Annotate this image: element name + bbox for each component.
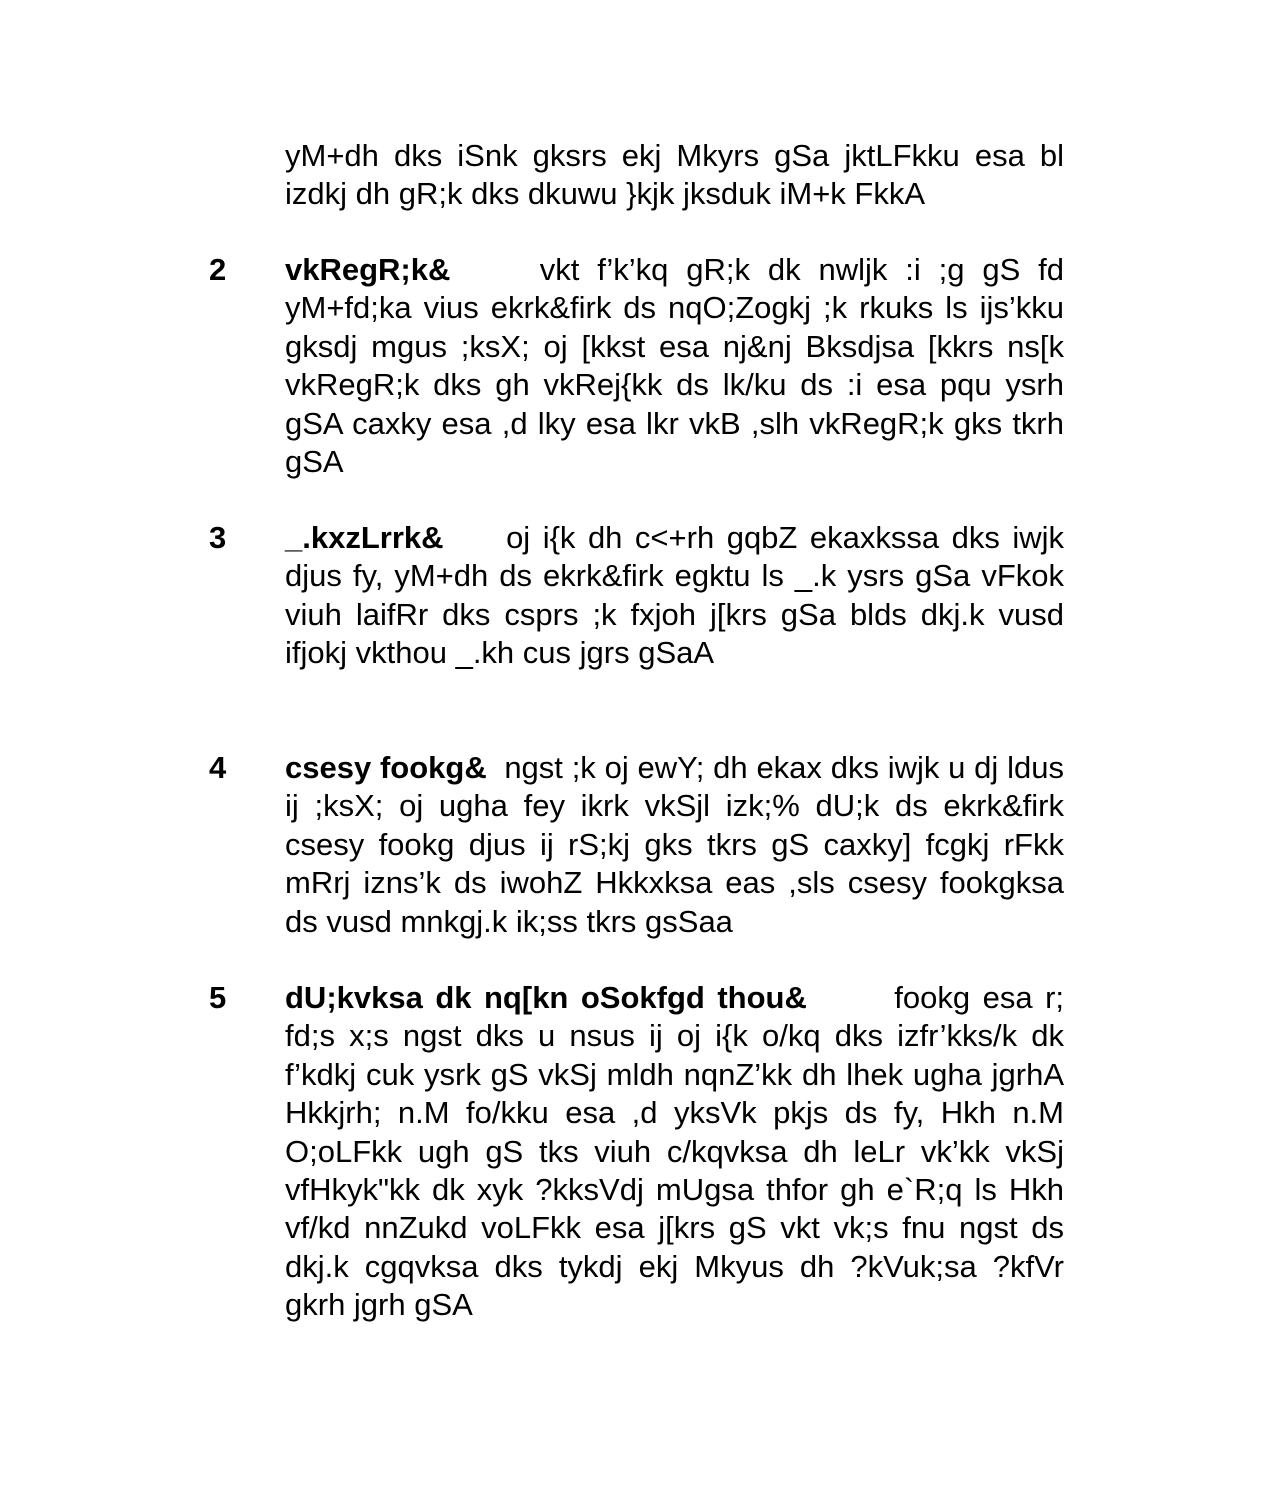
- heading-gap: [444, 520, 494, 555]
- heading-gap: [487, 750, 496, 785]
- paragraph-text: oj i{k dh c<+rh gqbZ ekaxkssa dks iwjk djus fy, yM+dh ds ekrk&firk egktu ls _.k ysrs gSa vFkok viuh laifRr dks csprs ;k fxjoh j[krs gSa blds dkj.k vusd ifjokj vkthou _.kh cus jgrs gSaA: [285, 520, 1064, 671]
- paragraph-2: [285, 251, 1064, 481]
- paragraph-heading: csesy fookg&: [285, 750, 487, 785]
- paragraph-text: fookg esa r; fd;s x;s ngst dks u nsus ij oj i{k o/kq dks izfr’kks/k dk f’kdkj cuk ysrk gS vkSj mldh nqnZ’kk dh lhek ugha jgrhA Hkkjrh; n.M fo/kku esa ,d yksVk pkjs ds fy, Hkh n.M O;oLFkk ugh gS tks viuh c/kqvksa dh leLr vk’kk vkSj vfHkyk"kk dk xyk ?kksVdj mUgsa thfor gh e`R;q ls Hkh vf/kd nnZukd voLFkk esa j[krs gS vkt vk;s fnu ngst ds dkj.k cgqvksa dks tykdj ekj Mkyus dh ?kVuk;sa ?kfVr gkrh jgrh gSA: [285, 980, 1065, 1323]
- paragraph-5: [285, 979, 1064, 1325]
- paragraph-4: [285, 749, 1064, 941]
- paragraph-heading: vkRegR;k&: [285, 252, 451, 287]
- heading-gap: [450, 252, 521, 287]
- paragraph-number: 3: [209, 520, 227, 555]
- paragraph-text: vkt f’k’kq gR;k dk nwljk :i ;g gS fd yM+fd;ka vius ekrk&firk ds nqO;Zogkj ;k rkuks ls ijs’kku gksdj mgus ;ksX; oj [kkst esa nj&nj Bksdjsa [kkrs ns[k vkRegR;k dks gh vkRej{kk ds lk/ku ds :i esa pqu ysrh gSA caxky esa ,d lky esa lkr vkB ,slh vkRegR;k gks tkrh gSA: [285, 252, 1064, 480]
- paragraph-text: yM+dh dks iSnk gksrs ekj Mkyrs gSa jktLFkku esa bl izdkj dh gR;k dks dkuwu }kjk jksduk iM+k FkkA: [285, 138, 1064, 212]
- paragraph-number: 4: [209, 750, 227, 785]
- heading-gap: [807, 980, 882, 1015]
- paragraph-continued: [285, 137, 1064, 214]
- paragraph-text: ngst ;k oj ewY; dh ekax dks iwjk u dj ldus ij ;ksX; oj ugha fey ikrk vkSjl izk;% dU;k ds ekrk&firk csesy fookg djus ij rS;kj gks tkrs gS caxky] fcgkj rFkk mRrj izns’k ds iwohZ Hkkxksa eas ,sls csesy fookgksa ds vusd mnkgj.k ik;ss tkrs gsSaa: [285, 750, 1064, 939]
- paragraph-heading: _.kxzLrrk&: [285, 520, 444, 555]
- paragraph-heading: dU;kvksa dk nq[kn oSokfgd thou&: [285, 980, 807, 1015]
- paragraph-3: [285, 519, 1064, 673]
- paragraph-number: 5: [209, 980, 227, 1015]
- paragraph-number: 2: [209, 252, 227, 287]
